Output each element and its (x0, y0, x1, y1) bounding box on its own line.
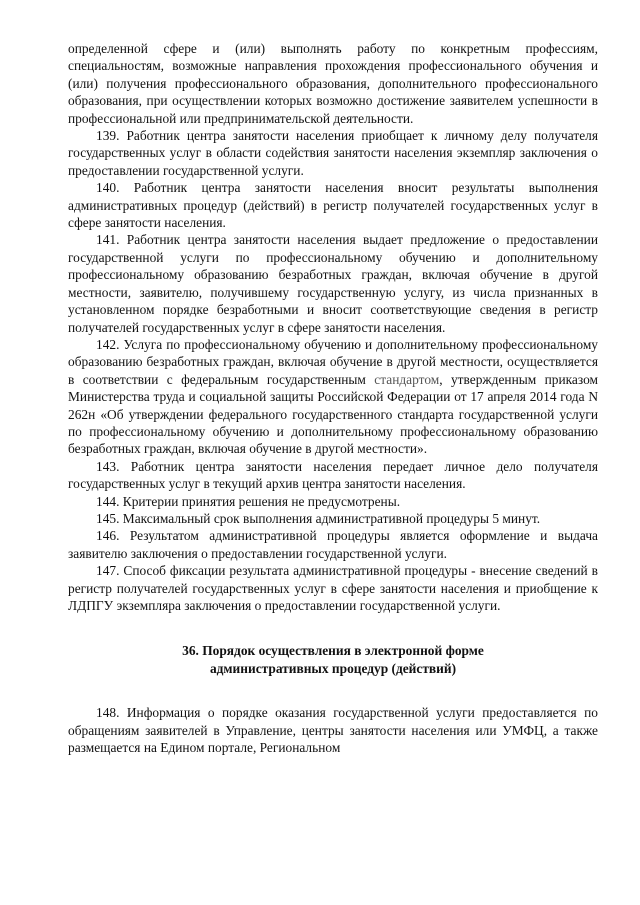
standard-link[interactable]: стандартом (374, 371, 440, 387)
paragraph-142-text-after: , утвержденным приказом Министерства труда и социальной защиты Российской Федерации от 17 апреля 2014 года N 262н «Об утверждении федерального государственного стандарта государственной услуги по профессиональному обучению и дополнительному профессиональному образованию безработных граждан, включая обучение в другой местности». (68, 371, 598, 457)
paragraph-142 (68, 336, 598, 458)
paragraph-p147: 147. Способ фиксации результата административной процедуры - внесение сведений в регистр получателей государственных услуг в сфере занятости населения и приобщение к ЛДПГУ экземпляра заключения о предоставлении государственной услуги. (68, 563, 598, 613)
paragraph-p145: 145. Максимальный срок выполнения административной процедуры 5 минут. (96, 510, 541, 526)
paragraph-cont: определенной сфере и (или) выполнять работу по конкретным профессиям, специальностям, возможные направления прохождения профессионального обучения и (или) получения профессионального образования, дополнительного профессионального образования, при осуществлении которых возможно достижение заявителем успешности в профессиональной или предпринимательской деятельности. (68, 41, 598, 126)
paragraph-p143: 143. Работник центра занятости населения передает личное дело получателя государственных услуг в текущий архив центра занятости населения. (68, 458, 598, 492)
paragraph-p140: 140. Работник центра занятости населения вносит результаты выполнения административных процедур (действий) в регистр получателей государственных услуг в сфере занятости населения. (68, 180, 598, 231)
paragraph-p139: 139. Работник центра занятости населения приобщает к личному делу получателя государственных услуг в области содействия занятости населения экземпляр заключения о предоставлении государственной услуги. (68, 128, 598, 178)
section-heading-line-2: административных процедур (действий) (209, 661, 457, 677)
paragraphs-top (68, 40, 598, 336)
section-heading (68, 642, 598, 678)
section-heading-line-1: 36. Порядок осуществления в электронной форме (182, 643, 484, 659)
paragraph-p144: 144. Критерии принятия решения не предусмотрены. (96, 493, 401, 509)
paragraph-p148: 148. Информация о порядке оказания государственной услуги предоставляется по обращениям заявителей в Управление, центры занятости населения или УМФЦ, а также размещается на Едином портале, Региональном (68, 705, 598, 756)
paragraph-p141: 141. Работник центра занятости населения выдает предложение о предоставлении государственной услуги по профессиональному обучению и дополнительному профессиональному образованию безработных граждан, включая обучение в другой местности, заявителю, получившему государственную услугу, из числа признанных в установленном порядке безработными и вносит соответствующие сведения в регистр получателей государственных услуг в сфере занятости населения. (68, 232, 598, 335)
document-page (68, 40, 598, 757)
paragraphs-mid (68, 458, 598, 615)
paragraph-142-text-before: 142. Услуга по профессиональному обучению и дополнительному профессиональному образованию безработных граждан, включая обучение в другой местности, осуществляется в соответствии с федеральным государственным (68, 336, 598, 387)
paragraph-p146: 146. Результатом административной процедуры является оформление и выдача заявителю заключения о предоставлении государственной услуги. (68, 528, 598, 561)
paragraphs-bottom (68, 704, 598, 756)
